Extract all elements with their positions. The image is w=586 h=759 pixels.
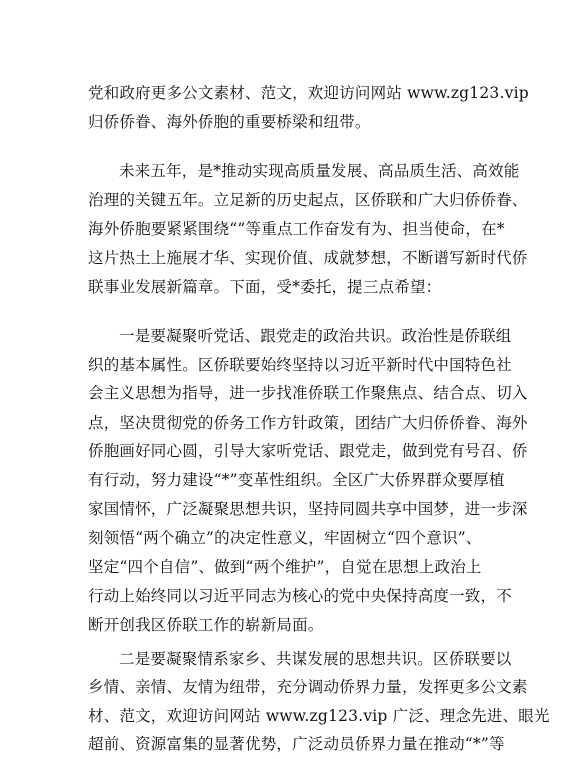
text-line: 治理的关键五年。立足新的历史起点，区侨联和广大归侨侨眷、 xyxy=(88,191,528,209)
text-line: 刻领悟“两个确立”的决定性意义，牢固树立“四个意识”、 xyxy=(88,529,482,547)
paragraph-first-line: 一是要凝聚听党话、跟党走的政治共识。政治性是侨联组 xyxy=(119,327,512,345)
text-line: 海外侨胞要紧紧围绕“”等重点工作奋发有为、担当使命，在* xyxy=(88,220,505,238)
text-line: 侨胞画好同心圆，引导大家听党话、跟党走，做到党有号召、侨 xyxy=(88,442,528,460)
text-line: 会主义思想为指导，进一步找准侨联工作聚焦点、结合点、切入 xyxy=(88,384,528,402)
text-line: 点，坚决贯彻党的侨务工作方针政策，团结广大归侨侨眷、海外 xyxy=(88,414,528,432)
text-line: 乡情、亲情、友情为纽带，充分调动侨界力量，发挥更多公文素 xyxy=(88,678,528,696)
text-line: 材、范文，欢迎访问网站 www.zg123.vip 广泛、理念先进、眼光 xyxy=(88,707,550,725)
text-line: 家国情怀，广泛凝聚思想共识，坚持同圆共享中国梦，进一步深 xyxy=(88,500,528,518)
paragraph-first-line: 未来五年，是*推动实现高质量发展、高品质生活、高效能 xyxy=(119,162,520,180)
text-line: 这片热土上施展才华、实现价值、成就梦想，不断谱写新时代侨 xyxy=(88,249,528,267)
text-line: 有行动，努力建设“*”变革性组织。全区广大侨界群众要厚植 xyxy=(88,471,505,489)
text-line: 行动上始终同以习近平同志为核心的党中央保持高度一致，不 xyxy=(88,587,512,605)
text-line: 织的基本属性。区侨联要始终坚持以习近平新时代中国特色社 xyxy=(88,356,512,374)
text-line: 超前、资源富集的显著优势，广泛动员侨界力量在推动“*”等 xyxy=(88,735,505,753)
paragraph-first-line: 二是要凝聚情系家乡、共谋发展的思想共识。区侨联要以 xyxy=(119,650,512,668)
text-line: 断开创我区侨联工作的崭新局面。 xyxy=(88,616,324,634)
text-line: 党和政府更多公文素材、范文，欢迎访问网站 www.zg123.vip xyxy=(88,84,529,102)
text-line: 联事业发展新篇章。下面，受*委托，提三点希望： xyxy=(88,278,442,296)
text-line: 坚定“四个自信”、做到“两个维护”，自觉在思想上政治上 xyxy=(88,558,482,576)
text-line: 归侨侨眷、海外侨胞的重要桥梁和纽带。 xyxy=(88,113,371,131)
